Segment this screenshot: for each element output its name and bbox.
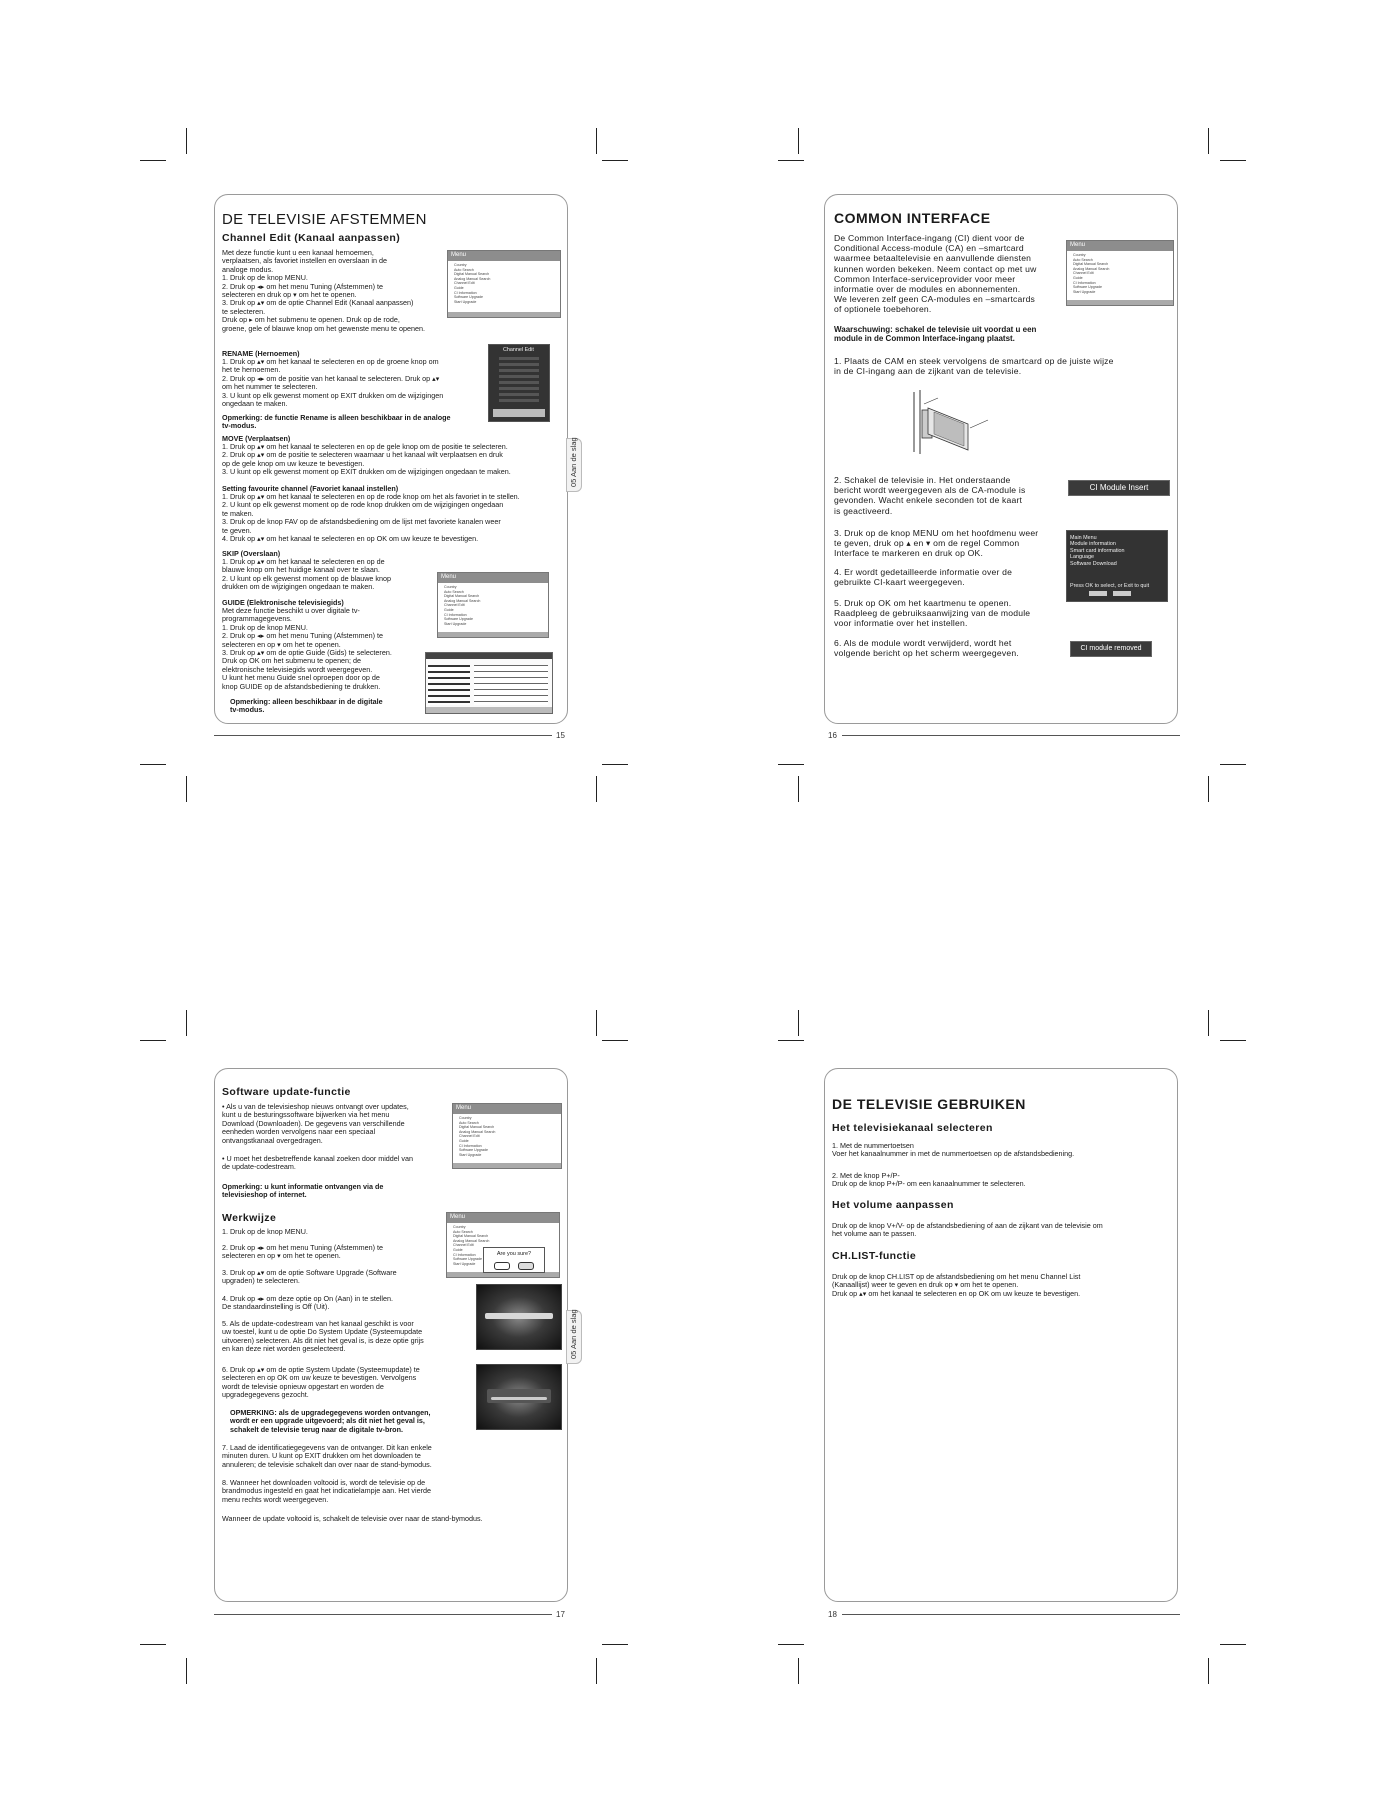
ci-menu-list: Main Menu Module information Smart card information Language Software Download bbox=[1070, 535, 1125, 567]
footer-rule bbox=[214, 735, 552, 736]
menu-item: Channel Edit bbox=[444, 603, 465, 608]
menu-item: Analog Manual Search bbox=[453, 1238, 490, 1243]
ch-list-text: Druk op de knop CH.LIST op de afstandsbediening om het menu Channel List (Kanaallijst) weer te geven en druk op ▾ om het te openen. Druk op ▴▾ om het kanaal te selecteren en op OK om uw keuze te bevestigen. bbox=[832, 1272, 1081, 1298]
menu-item: Start Upgrade bbox=[453, 1261, 476, 1266]
menu-item: Auto Search bbox=[454, 267, 474, 272]
volume-text: Druk op de knop V+/V- op de afstandsbediening of aan de zijkant van de televisie om het volume aan te passen. bbox=[832, 1221, 1103, 1239]
menu-item: CI Information bbox=[454, 290, 477, 295]
menu-item: Digital Manual Search bbox=[1073, 262, 1109, 267]
page-18-title: DE TELEVISIE GEBRUIKEN bbox=[832, 1096, 1026, 1112]
ci-step-4: 4. Er wordt gedetailleerde informatie over de gebruikte CI-kaart weergegeven. bbox=[834, 567, 1013, 588]
confirm-dialog bbox=[483, 1247, 545, 1273]
menu-item: Guide bbox=[454, 285, 464, 290]
upgrade-progress-screenshot-1 bbox=[476, 1284, 562, 1350]
menu-item: Start Upgrade bbox=[454, 299, 477, 304]
menu-item: Analog Manual Search bbox=[454, 276, 491, 281]
werkwijze-step-7: 7. Laad de identificatiegegevens van de ontvanger. Dit kan enkele minuten duren. U kunt op EXIT drukken om het downloaden te annuleren; de televisie schakelt dan over naar de stand-bymodus. bbox=[222, 1443, 432, 1469]
section-tab-label: 05 Aan de slag bbox=[569, 1309, 578, 1359]
footer-rule bbox=[214, 1614, 552, 1615]
menu-item: Digital Manual Search bbox=[444, 594, 480, 599]
tuning-menu-screenshot-1 bbox=[447, 250, 561, 318]
werkwijze-step-8: 8. Wanneer het downloaden voltooid is, wordt de televisie op de brandmodus ingesteld en gaat het indicatielampje aan. Het vierde menu rechts wordt weergegeven. bbox=[222, 1478, 431, 1504]
menu-item: Guide bbox=[1073, 275, 1083, 280]
page-number: 18 bbox=[828, 1610, 837, 1619]
page-number: 15 bbox=[556, 731, 565, 740]
menu-item: Software Upgrade bbox=[454, 295, 483, 300]
menu-item: Start Upgrade bbox=[459, 1152, 482, 1157]
favourite-title: Setting favourite channel (Favoriet kanaal instellen) bbox=[222, 484, 399, 493]
menu-item: Guide bbox=[459, 1138, 469, 1143]
menu-title: Menu bbox=[453, 1104, 561, 1114]
epg-screenshot bbox=[425, 652, 553, 714]
ci-warning: Waarschuwing: schakel de televisie uit voordat u een module in de Common Interface-ingang plaatst. bbox=[834, 325, 1037, 344]
upgrade-progress-screenshot-2 bbox=[476, 1364, 562, 1430]
menu-title: Menu bbox=[438, 573, 548, 583]
menu-item: Analog Manual Search bbox=[444, 598, 481, 603]
menu-item: Channel Edit bbox=[459, 1134, 480, 1139]
menu-item: Digital Manual Search bbox=[453, 1234, 489, 1239]
guide-note: Opmerking: alleen beschikbaar in de digitale tv-modus. bbox=[230, 697, 383, 715]
guide-title: GUIDE (Elektronische televisiegids) bbox=[222, 598, 344, 607]
menu-item: CI Information bbox=[459, 1143, 482, 1148]
channel-select-text-1: 1. Met de nummertoetsen Voer het kanaalnummer in met de nummertoetsen op de afstandsbediening. bbox=[832, 1141, 1075, 1159]
werkwijze-title: Werkwijze bbox=[222, 1212, 277, 1224]
ci-step-5: 5. Druk op OK om het kaartmenu te openen. Raadpleeg de gebruiksaanwijzing van de module voor informatie over het instellen. bbox=[834, 598, 1031, 629]
page-15-title: DE TELEVISIE AFSTEMMEN bbox=[222, 211, 427, 228]
menu-item: Software Upgrade bbox=[1073, 285, 1102, 290]
move-title: MOVE (Verplaatsen) bbox=[222, 434, 291, 443]
werkwijze-step-2: 2. Druk op ◂▸ om het menu Tuning (Afstemmen) te selecteren en op ▾ om het te openen. bbox=[222, 1243, 384, 1261]
menu-item: Digital Manual Search bbox=[459, 1125, 495, 1130]
channel-edit-screenshot bbox=[488, 344, 550, 422]
ci-main-menu-screenshot bbox=[1066, 530, 1168, 602]
menu-item: Guide bbox=[444, 607, 454, 612]
update-bullet-2: • U moet het desbetreffende kanaal zoeken door middel van de update-codestream. bbox=[222, 1154, 413, 1172]
menu-item: Software Upgrade bbox=[459, 1148, 488, 1153]
software-upgrade-menu-screenshot bbox=[452, 1103, 562, 1169]
ci-step-6: 6. Als de module wordt verwijderd, wordt het volgende bericht op het scherm weergegeven. bbox=[834, 638, 1019, 659]
werkwijze-step-5: 5. Als de update-codestream van het kanaal geschikt is voor uw toestel, kunt u de optie Do System Update (Systeemupdate uitvoeren) selecteren. Als dit niet het geval is, is deze optie grijs en kan deze niet worden geselecteerd. bbox=[222, 1319, 424, 1354]
menu-item: CI Information bbox=[453, 1252, 476, 1257]
menu-item: Digital Manual Search bbox=[454, 272, 490, 277]
rename-note: Opmerking: de functie Rename is alleen beschikbaar in de analoge tv-modus. bbox=[222, 413, 451, 431]
menu-item: Country bbox=[454, 263, 467, 267]
page-number: 16 bbox=[828, 731, 837, 740]
skip-text: 1. Druk op ▴▾ om het kanaal te selecteren en op de blauwe knop om het huidige kanaal over te slaan. 2. U kunt op elk gewenst moment op de blauwe knop drukken om de wijzigingen ongedaan te maken. bbox=[222, 557, 392, 592]
skip-title: SKIP (Overslaan) bbox=[222, 549, 281, 558]
section-volume: Het volume aanpassen bbox=[832, 1199, 954, 1211]
ci-step-3: 3. Druk op de knop MENU om het hoofdmenu weer te geven, druk op ▴ en ▾ om de regel Common Interface te markeren en druk op OK. bbox=[834, 528, 1039, 559]
section-tab bbox=[566, 438, 582, 492]
confirm-dialog-text: Are you sure? bbox=[496, 1251, 532, 1257]
menu-item: Country bbox=[459, 1116, 472, 1120]
menu-item: Country bbox=[444, 585, 457, 589]
werkwijze-step-1: 1. Druk op de knop MENU. bbox=[222, 1227, 308, 1236]
footer-rule bbox=[842, 1614, 1180, 1615]
menu-item: Software Upgrade bbox=[453, 1257, 482, 1262]
ci-module-insert-message: CI Module Insert bbox=[1068, 480, 1170, 496]
menu-item: Start Upgrade bbox=[1073, 289, 1096, 294]
ci-intro: De Common Interface-ingang (CI) dient voor de Conditional Access-module (CA) en –smartcard waarmee betaaltelevisie en aanvullende diensten kunnen worden bekeken. Neem contact op met uw Common Interface-serviceprovider voor meer informatie over de modules en abonnementen. We leveren zelf geen CA-modules en –smartcards of optionele toebehoren. bbox=[834, 233, 1037, 315]
ci-module-removed-message: CI module removed bbox=[1070, 641, 1152, 657]
cam-insertion-illustration bbox=[908, 388, 1008, 458]
section-tab bbox=[566, 1310, 582, 1364]
channel-edit-title: Channel Edit bbox=[503, 347, 534, 353]
main-menu-screenshot bbox=[1066, 240, 1174, 306]
section-channel-select: Het televisiekanaal selecteren bbox=[832, 1122, 993, 1134]
menu-title: Menu bbox=[447, 1213, 559, 1223]
menu-item: CI Information bbox=[444, 612, 467, 617]
menu-item: Auto Search bbox=[444, 589, 464, 594]
channel-select-text-2: 2. Met de knop P+/P- Druk op de knop P+/P- om een kanaalnummer te selecteren. bbox=[832, 1171, 1026, 1189]
menu-item: Auto Search bbox=[459, 1120, 479, 1125]
menu-title: Menu bbox=[448, 251, 560, 261]
ci-step-1: 1. Plaats de CAM en steek vervolgens de smartcard op de juiste wijze in de CI-ingang aan de zijkant van de televisie. bbox=[834, 356, 1114, 377]
move-text: 1. Druk op ▴▾ om het kanaal te selecteren en op de gele knop om de positie te selecteren. 2. Druk op ▴▾ om de positie te selecteren waarnaar u het kanaal wilt verplaatsen en druk op de gele knop om uw keuze te bevestigen. 3. U kunt op elk gewenst moment op EXIT drukken om de wijzigingen ongedaan te maken. bbox=[222, 442, 511, 477]
menu-item: Start Upgrade bbox=[444, 621, 467, 626]
favourite-text: 1. Druk op ▴▾ om het kanaal te selecteren en op de rode knop om het als favoriet in te stellen. 2. U kunt op elk gewenst moment op de rode knop drukken om de wijzigingen ongedaan te maken. 3. Druk op de knop FAV op de afstandsbediening om de lijst met favoriete kanalen weer te geven. 4. Druk op ▴▾ om het kanaal te selecteren en op OK om uw keuze te bevestigen. bbox=[222, 492, 520, 544]
page-15-intro: Met deze functie kunt u een kanaal hernoemen, verplaatsen, als favoriet instellen en overslaan in de analoge modus. 1. Druk op de knop MENU. 2. Druk op ◂▸ om het menu Tuning (Afstemmen) te selecteren en druk op ▾ om het te openen. 3. Druk op ▴▾ om de optie Channel Edit (Kanaal aanpassen) te selecteren. Druk op ▸ om het submenu te openen. Druk op de rode, groene, gele of blauwe knop om het gewenste menu te openen. bbox=[222, 248, 425, 333]
update-bullet-1: • Als u van de televisieshop nieuws ontvangt over updates, kunt u de besturingssoftware bijwerken via het menu Download (Downloaden). De gegevens van verschillende eenheden worden vervolgens naar een speciaal ontvangstkanaal overgedragen. bbox=[222, 1102, 409, 1145]
menu-item: Analog Manual Search bbox=[1073, 266, 1110, 271]
menu-item: CI Information bbox=[1073, 280, 1096, 285]
menu-item: Channel Edit bbox=[453, 1243, 474, 1248]
update-note-1: Opmerking: u kunt informatie ontvangen via de televisieshop of internet. bbox=[222, 1182, 384, 1200]
page-number: 17 bbox=[556, 1610, 565, 1619]
werkwijze-step-6: 6. Druk op ▴▾ om de optie System Update (Systeemupdate) te selecteren en op OK om uw keuze te bevestigen. Vervolgens wordt de televisie opnieuw opgestart en worden de upgradegegevens gezocht. bbox=[222, 1365, 420, 1400]
update-note-2: OPMERKING: als de upgradegegevens worden ontvangen, wordt er een upgrade uitgevoerd; als dit niet het geval is, schakelt de televisie terug naar de digitale tv-bron. bbox=[230, 1408, 431, 1434]
menu-item: Country bbox=[1073, 253, 1086, 257]
menu-title: Menu bbox=[1067, 241, 1173, 251]
page-16-title: COMMON INTERFACE bbox=[834, 210, 991, 226]
menu-item: Analog Manual Search bbox=[459, 1129, 496, 1134]
guide-text: Met deze functie beschikt u over digitale tv- programmagegevens. 1. Druk op de knop MENU. 2. Druk op ◂▸ om het menu Tuning (Afstemmen) te selecteren en op ▾ om het te openen. 3. Druk op ▴▾ om de optie Guide (Gids) te selecteren. Druk op OK om het submenu te openen; de elektronische televisiegids wordt weergegeven. U kunt het menu Guide snel oproepen door op de knop GUIDE op de afstandsbediening te drukken. bbox=[222, 606, 392, 691]
ci-menu-footer: Press OK to select, or Exit to quit bbox=[1070, 583, 1150, 589]
menu-item: Auto Search bbox=[453, 1229, 473, 1234]
update-final-note: Wanneer de update voltooid is, schakelt de televisie over naar de stand-bymodus. bbox=[222, 1514, 483, 1523]
footer-rule bbox=[842, 735, 1180, 736]
werkwijze-step-4: 4. Druk op ◂▸ om deze optie op On (Aan) in te stellen. De standaardinstelling is Off (Uit). bbox=[222, 1294, 394, 1312]
ci-step-2: 2. Schakel de televisie in. Het onderstaande bericht wordt weergegeven als de CA-module is gevonden. Wacht enkele seconden tot de kaart is geactiveerd. bbox=[834, 475, 1026, 516]
page-17-title: Software update-functie bbox=[222, 1086, 351, 1098]
menu-item: Country bbox=[453, 1225, 466, 1229]
menu-item: Software Upgrade bbox=[444, 617, 473, 622]
section-ch-list: CH.LIST-functie bbox=[832, 1250, 917, 1262]
menu-item: Channel Edit bbox=[454, 281, 475, 286]
tuning-menu-screenshot-2 bbox=[437, 572, 549, 638]
confirm-menu-screenshot bbox=[446, 1212, 560, 1278]
menu-item: Channel Edit bbox=[1073, 271, 1094, 276]
menu-item: Auto Search bbox=[1073, 257, 1093, 262]
werkwijze-step-3: 3. Druk op ▴▾ om de optie Software Upgrade (Software upgraden) te selecteren. bbox=[222, 1268, 397, 1286]
page-15-subtitle: Channel Edit (Kanaal aanpassen) bbox=[222, 232, 401, 244]
rename-text: 1. Druk op ▴▾ om het kanaal te selecteren en op de groene knop om het te hernoemen. 2. Druk op ◂▸ om de positie van het kanaal te selecteren. Druk op ▴▾ om het nummer te selecteren. 3. U kunt op elk gewenst moment op EXIT drukken om de wijzigingen ongedaan te maken. bbox=[222, 357, 444, 409]
menu-item: Guide bbox=[453, 1247, 463, 1252]
rename-title: RENAME (Hernoemen) bbox=[222, 349, 300, 358]
section-tab-label: 05 Aan de slag bbox=[569, 437, 578, 487]
